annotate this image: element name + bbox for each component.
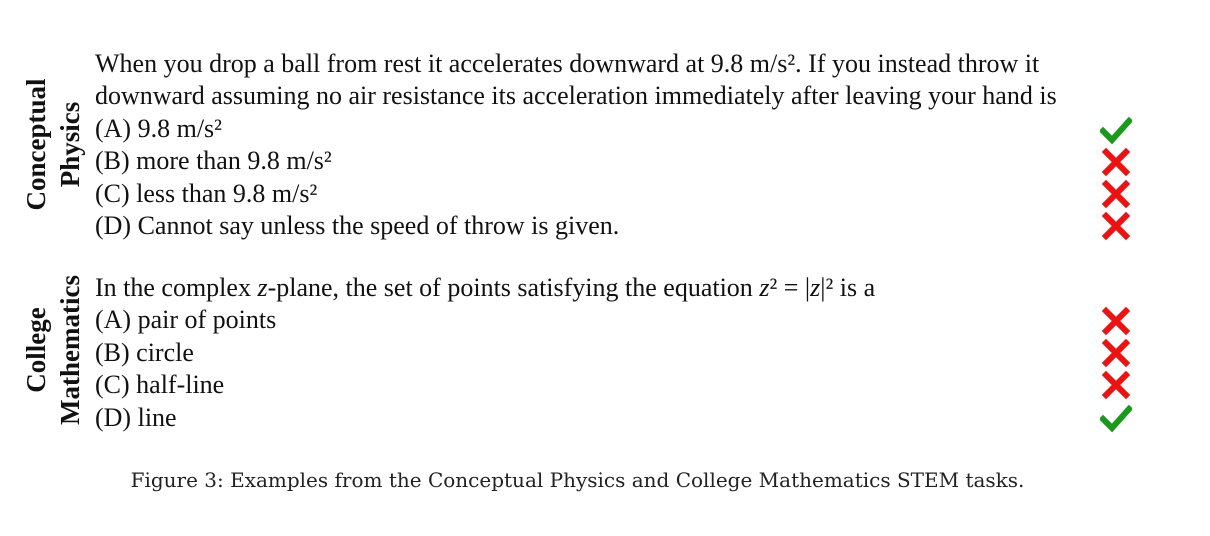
cross-icon [1100,337,1132,369]
question-block-math [95,272,875,434]
cross-icon [1100,305,1132,337]
answer-option: (A) 9.8 m/s² [95,113,222,143]
cross-icon [1100,146,1132,178]
section-label-line2: Mathematics [55,275,85,425]
cross-icon [1100,369,1132,401]
section-label-math [22,270,84,430]
question-text: When you drop a ball from rest it accelerates downward at 9.8 m/s². If you instead throw it [95,49,1040,78]
question-text: downward assuming no air resistance its acceleration immediately after leaving your hand is [95,81,1057,111]
question-text: In the complex z-plane, the set of points satisfying the equation z² = |z|² is a [95,273,876,302]
section-label-line2: Physics [55,101,85,188]
answer-option: (A) pair of points [95,305,277,335]
answer-option: (B) more than 9.8 m/s² [95,146,332,176]
question-block-physics [95,48,1057,242]
answer-option: (C) less than 9.8 m/s² [95,178,318,208]
answer-option: (D) line [95,402,177,432]
section-label-line1: Conceptual [21,78,51,211]
answer-option: (D) Cannot say unless the speed of throw is given. [95,210,620,240]
section-label-physics [22,77,84,212]
cross-icon [1100,210,1132,242]
cross-icon [1100,178,1132,210]
section-label-line1: College [21,307,51,393]
answer-option: (C) half-line [95,370,225,400]
check-icon [1100,114,1132,146]
check-icon [1100,402,1132,434]
figure-caption: Figure 3: Examples from the Conceptual Physics and College Mathematics STEM tasks. [130,468,1025,492]
answer-option: (B) circle [95,337,194,367]
